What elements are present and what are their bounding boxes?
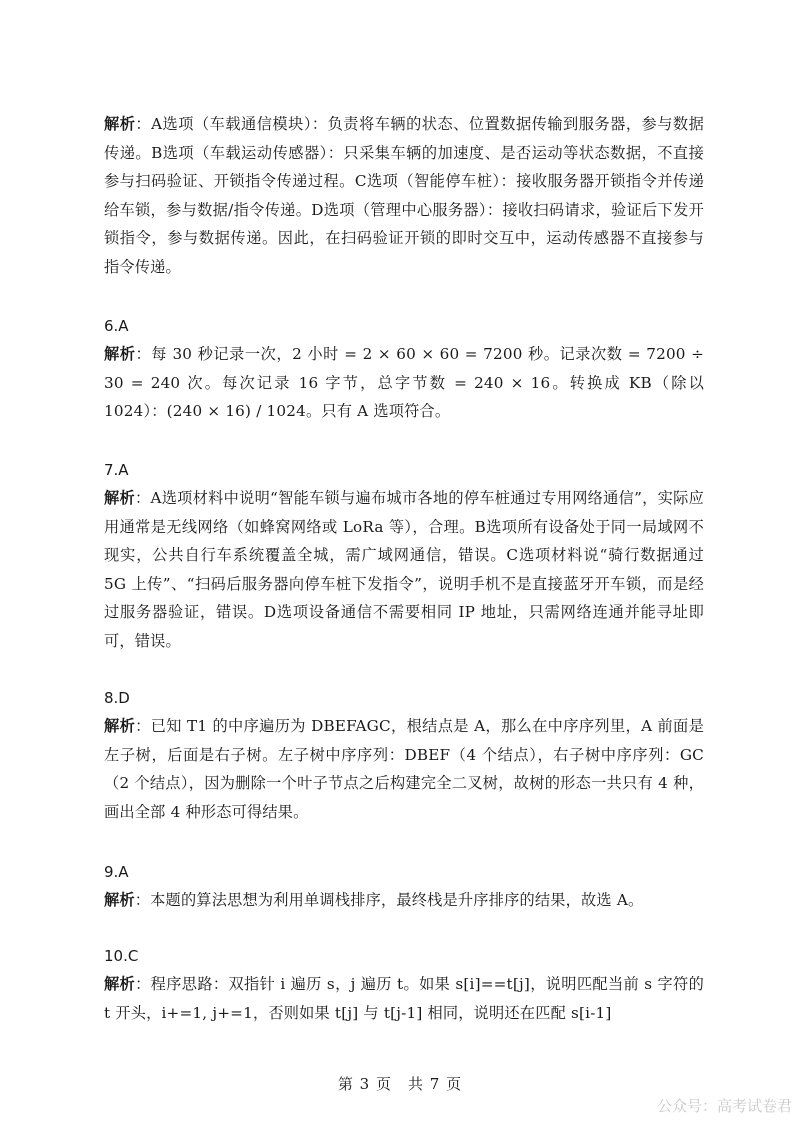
analysis-section-8	[104, 688, 704, 826]
analysis-text: ：已知 T1 的中序遍历为 DBEFAGC，根结点是 A，那么在中序序列里，A 前面是左子树，后面是右子树。左子树中序序列：DBEF（4 个结点），右子树中序序列：GC（2 个结点），因为删除一个叶子节点之后构建完全二叉树，故树的形态一共只有 4 种，画出全部 4 种形态可得结果。	[104, 717, 704, 821]
analysis-section-5	[104, 110, 704, 282]
question-number: 10.C	[104, 947, 139, 965]
analysis-label: 解析	[104, 891, 135, 909]
question-number: 7.A	[104, 461, 129, 479]
analysis-paragraph	[104, 970, 704, 1027]
question-number: 6.A	[104, 317, 129, 335]
analysis-text: ：A选项（车载通信模块）：负责将车辆的状态、位置数据传输到服务器，参与数据传递。B选项（车载运动传感器）：只采集车辆的加速度、是否运动等状态数据，不直接参与扫码验证、开锁指令传递过程。C选项（智能停车桩）：接收服务器开锁指令并传递给车锁，参与数据/指令传递。D选项（管理中心服务器）：接收扫码请求，验证后下发开锁指令，参与数据传递。因此，在扫码验证开锁的即时交互中，运动传感器不直接参与指令传递。	[104, 115, 704, 276]
analysis-label: 解析	[104, 115, 136, 133]
analysis-paragraph	[104, 340, 704, 426]
watermark: 公众号：高考试卷君	[656, 1097, 792, 1115]
question-number: 8.D	[104, 689, 130, 707]
analysis-text: ：程序思路：双指针 i 遍历 s，j 遍历 t。如果 s[i]==t[j]，说明匹配当前 s 字符的 t 开头，i+=1, j+=1，否则如果 t[j] 与 t[j-1] 相同，说明还在匹配 s[i-1]	[104, 975, 704, 1022]
analysis-label: 解析	[104, 489, 135, 507]
question-number: 9.A	[104, 863, 129, 881]
analysis-label: 解析	[104, 345, 136, 363]
analysis-paragraph	[104, 886, 704, 915]
analysis-paragraph	[104, 110, 704, 282]
analysis-section-6	[104, 316, 704, 426]
analysis-section-7	[104, 460, 704, 656]
analysis-label: 解析	[104, 975, 136, 993]
analysis-text: ：每 30 秒记录一次，2 小时 = 2 × 60 × 60 = 7200 秒。记录次数 = 7200 ÷ 30 = 240 次。每次记录 16 字节，总字节数 = 240 × 16。转换成 KB（除以 1024）：(240 × 16) / 1024。只有 A 选项符合。	[104, 345, 704, 421]
page-footer: 第 3 页 共 7 页	[337, 1075, 463, 1093]
analysis-label: 解析	[104, 717, 136, 735]
analysis-paragraph	[104, 484, 704, 656]
analysis-text: ：A选项材料中说明“智能车锁与遍布城市各地的停车桩通过专用网络通信”，实际应用通常是无线网络（如蜂窝网络或 LoRa 等），合理。B选项所有设备处于同一局域网不现实，公共自行车系统覆盖全城，需广域网通信，错误。C选项材料说“骑行数据通过 5G 上传”、“扫码后服务器向停车桩下发指令”，说明手机不是直接蓝牙开车锁，而是经过服务器验证，错误。D选项设备通信不需要相同 IP 地址，只需网络连通并能寻址即可，错误。	[104, 489, 704, 650]
analysis-section-9	[104, 862, 704, 915]
analysis-section-10	[104, 946, 704, 1027]
analysis-text: ：本题的算法思想为利用单调栈排序，最终栈是升序排序的结果，故选 A。	[134, 891, 644, 909]
analysis-paragraph	[104, 712, 704, 826]
